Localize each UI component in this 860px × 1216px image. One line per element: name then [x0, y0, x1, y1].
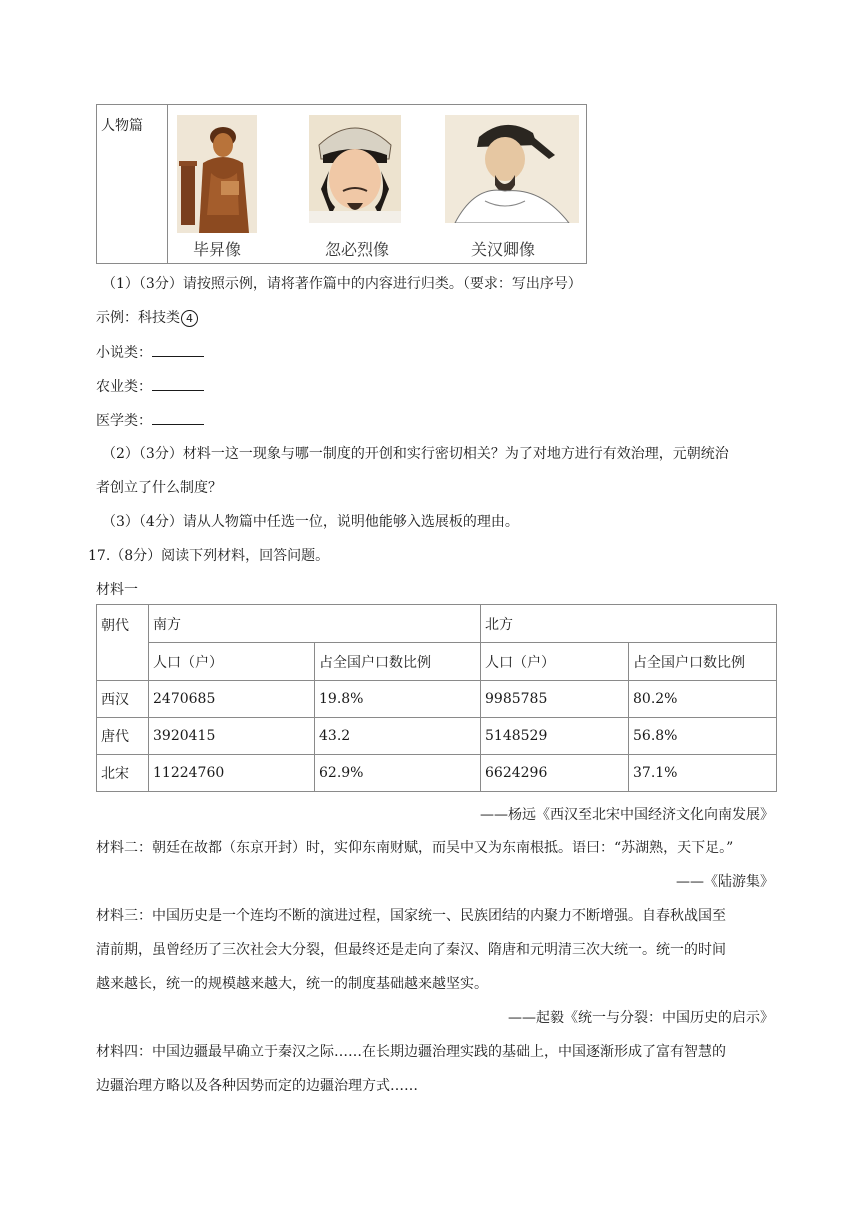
cell-south-ratio: 19.8% [315, 681, 481, 718]
material4-line2: 边疆治理方略以及各种因势而定的边疆治理方式…… [96, 1078, 418, 1094]
answer-blank[interactable] [152, 376, 204, 391]
subheader-population: 人口（户） [481, 643, 629, 681]
header-dynasty: 朝代 [97, 605, 149, 681]
subheader-ratio: 占全国户口数比例 [629, 643, 777, 681]
header-north: 北方 [481, 605, 777, 643]
example-line [96, 308, 198, 328]
source1: ——杨远《西汉至北宋中国经济文化向南发展》 [480, 807, 774, 823]
portrait-label: 毕昇像 [193, 240, 242, 259]
q16-sub3: （3）（4分）请从人物篇中任选一位，说明他能够入选展板的理由。 [102, 514, 519, 530]
q16-sub2-line1: （2）（3分）材料一这一现象与哪一制度的开创和实行密切相关？为了对地方进行有效治理，元朝统治 [102, 446, 729, 462]
table-divider [167, 105, 168, 263]
subheader-ratio: 占全国户口数比例 [315, 643, 481, 681]
fill-label: 农业类： [96, 379, 152, 395]
answer-blank[interactable] [152, 342, 204, 357]
material3-line1: 材料三：中国历史是一个连均不断的演进过程，国家统一、民族团结的内聚力不断增强。自春秋战国至 [96, 908, 726, 924]
cell-south-pop: 3920415 [149, 718, 315, 755]
subheader-population: 人口（户） [149, 643, 315, 681]
fill-label: 医学类： [96, 413, 152, 429]
fill-label: 小说类： [96, 345, 152, 361]
answer-blank[interactable] [152, 410, 204, 425]
source3: ——起毅《统一与分裂：中国历史的启示》 [508, 1010, 774, 1026]
material3-line2: 清前期，虽曾经历了三次社会大分裂，但最终还是走向了秦汉、隋唐和元明清三次大统一。统一的时间 [96, 942, 726, 958]
cell-south-ratio: 43.2 [315, 718, 481, 755]
cell-dynasty: 西汉 [97, 681, 149, 718]
cell-dynasty: 北宋 [97, 755, 149, 792]
guan-hanqing-portrait-icon [445, 115, 579, 223]
material4-line1: 材料四：中国边疆最早确立于秦汉之际……在长期边疆治理实践的基础上，中国逐渐形成了富有智慧的 [96, 1044, 726, 1060]
cell-north-pop: 9985785 [481, 681, 629, 718]
fill-medicine [96, 410, 204, 431]
header-south: 南方 [149, 605, 481, 643]
fill-novel [96, 342, 204, 363]
material2: 材料二：朝廷在故都（东京开封）时，实仰东南财赋，而吴中又为东南根抵。语曰：“苏湖熟，天下足。” [96, 840, 734, 856]
cell-north-pop: 5148529 [481, 718, 629, 755]
cell-south-pop: 2470685 [149, 681, 315, 718]
persons-table [96, 104, 587, 264]
material3-line3: 越来越长，统一的规模越来越大，统一的制度基础越来越坚实。 [96, 976, 488, 992]
persons-category-label: 人物篇 [101, 118, 143, 134]
kublai-khan-portrait-icon [309, 115, 401, 223]
portrait-label: 忽必烈像 [325, 240, 390, 259]
table-row [97, 718, 777, 755]
cell-dynasty: 唐代 [97, 718, 149, 755]
portrait-label: 关汉卿像 [471, 240, 536, 259]
cell-north-ratio: 80.2% [629, 681, 777, 718]
cell-north-pop: 6624296 [481, 755, 629, 792]
cell-north-ratio: 56.8% [629, 718, 777, 755]
example-label: 示例：科技类 [96, 310, 180, 326]
cell-north-ratio: 37.1% [629, 755, 777, 792]
population-table [96, 604, 777, 792]
cell-south-pop: 11224760 [149, 755, 315, 792]
table-row [97, 681, 777, 718]
circled-number: 4 [181, 310, 198, 327]
q16-sub1: （1）（3分）请按照示例，请将著作篇中的内容进行归类。（要求：写出序号） [102, 276, 582, 292]
fill-agriculture [96, 376, 204, 397]
source2: ——《陆游集》 [676, 874, 774, 890]
cell-south-ratio: 62.9% [315, 755, 481, 792]
q16-sub2-line2: 者创立了什么制度？ [96, 480, 222, 496]
bi-sheng-portrait-icon [177, 115, 257, 233]
material1-label: 材料一 [96, 582, 138, 598]
q17-title: 17.（8分）阅读下列材料，回答问题。 [88, 548, 330, 564]
table-row [97, 755, 777, 792]
